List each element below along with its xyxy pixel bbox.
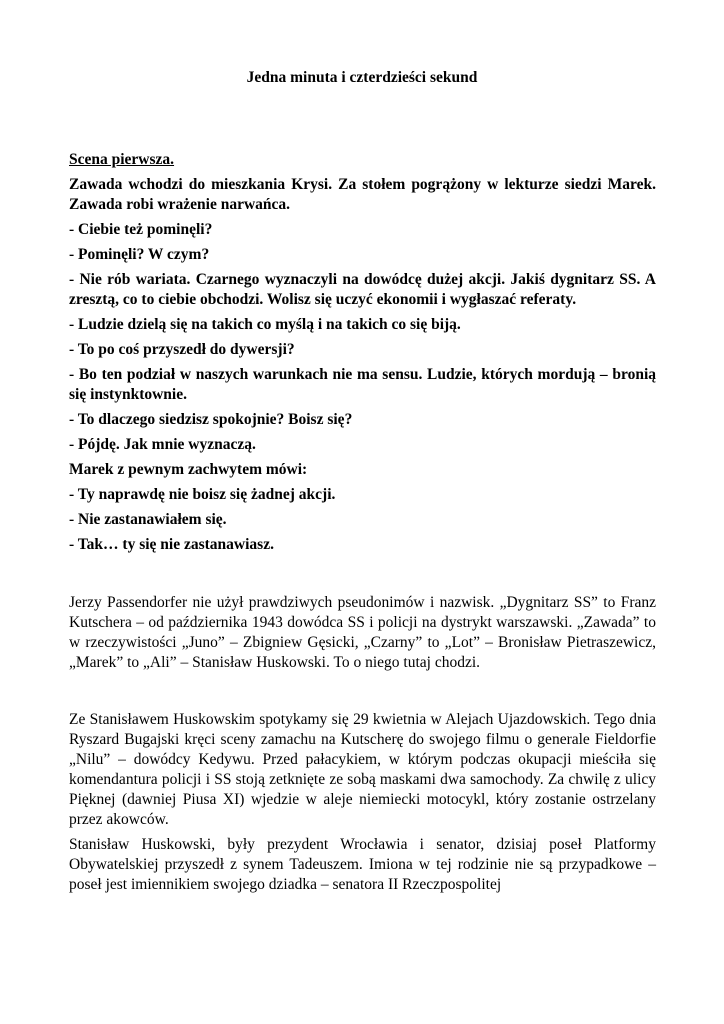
spacer [69, 678, 656, 710]
dialogue-line: - Pominęli? W czym? [69, 246, 210, 263]
dialogue-line: - Pójdę. Jak mnie wyznaczą. [69, 436, 256, 453]
body-paragraph: Jerzy Passendorfer nie użył prawdziwych pseudonimów i nazwisk. „Dygnitarz SS” to Franz Kutschera – od października 1943 dowódca SS i policji na dystrykt warszawski. „Zawada” to w rzeczywistości „Juno” – Zbigniew Gęsicki, „Czarny” to „Lot” – Bronisław Pietraszewicz, „Marek” to „Ali” – Stanisław Huskowski. To o niego tutaj chodzi. [69, 594, 656, 671]
dialogue-line: - Tak… ty się nie zastanawiasz. [69, 536, 274, 553]
dialogue-line: - Ludzie dzielą się na takich co myślą i na takich co się biją. [69, 316, 461, 333]
dialogue-line: - Nie rób wariata. Czarnego wyznaczyli na dowódcę dużej akcji. Jakiś dygnitarz SS. A zresztą, co to ciebie obchodzi. Wolisz się uczyć ekonomii i wygłaszać referaty. [69, 271, 656, 308]
body-paragraph: Stanisław Huskowski, były prezydent Wrocławia i senator, dzisiaj poseł Platformy Obywatelskiej przyszedł z synem Tadeuszem. Imiona w tej rodzinie nie są przypadkowe – poseł jest imiennikiem swojego dziadka – senatora II Rzeczpospolitej [69, 836, 656, 893]
body-paragraph: Ze Stanisławem Huskowskim spotykamy się 29 kwietnia w Alejach Ujazdowskich. Tego dnia Ryszard Bugajski kręci sceny zamachu na Kutscherę do swojego filmu o generale Fieldorfie „Nilu” – dowódcy Kedywu. Przed pałacykiem, w którym podczas okupacji mieściła się komendantura policji i SS stoją zetknięte ze sobą maskami dwa samochody. Za chwilę z ulicy Pięknej (dawniej Piusa XI) wjedzie w aleje niemiecki motocykl, który zostanie ostrzelany przez akowców. [69, 711, 656, 828]
dialogue-line: - Nie zastanawiałem się. [69, 511, 227, 528]
dialogue-line: - To po coś przyszedł do dywersji? [69, 341, 295, 358]
dialogue-line: - Bo ten podział w naszych warunkach nie ma sensu. Ludzie, których mordują – bronią się instynktownie. [69, 366, 656, 403]
dialogue-line: - Ty naprawdę nie boisz się żadnej akcji. [69, 486, 336, 503]
document-title: Jedna minuta i czterdzieści sekund [246, 69, 478, 86]
scene-stage-direction: Zawada wchodzi do mieszkania Krysi. Za stołem pogrążony w lekturze siedzi Marek. Zawada robi wrażenie narwańca. [69, 176, 656, 213]
scene-stage-direction: Marek z pewnym zachwytem mówi: [69, 461, 308, 478]
dialogue-line: - Ciebie też pominęli? [69, 221, 213, 238]
spacer [69, 560, 656, 593]
document-body [69, 150, 656, 900]
scene-heading: Scena pierwsza. [69, 151, 175, 168]
dialogue-line: - To dlaczego siedzisz spokojnie? Boisz się? [69, 411, 353, 428]
